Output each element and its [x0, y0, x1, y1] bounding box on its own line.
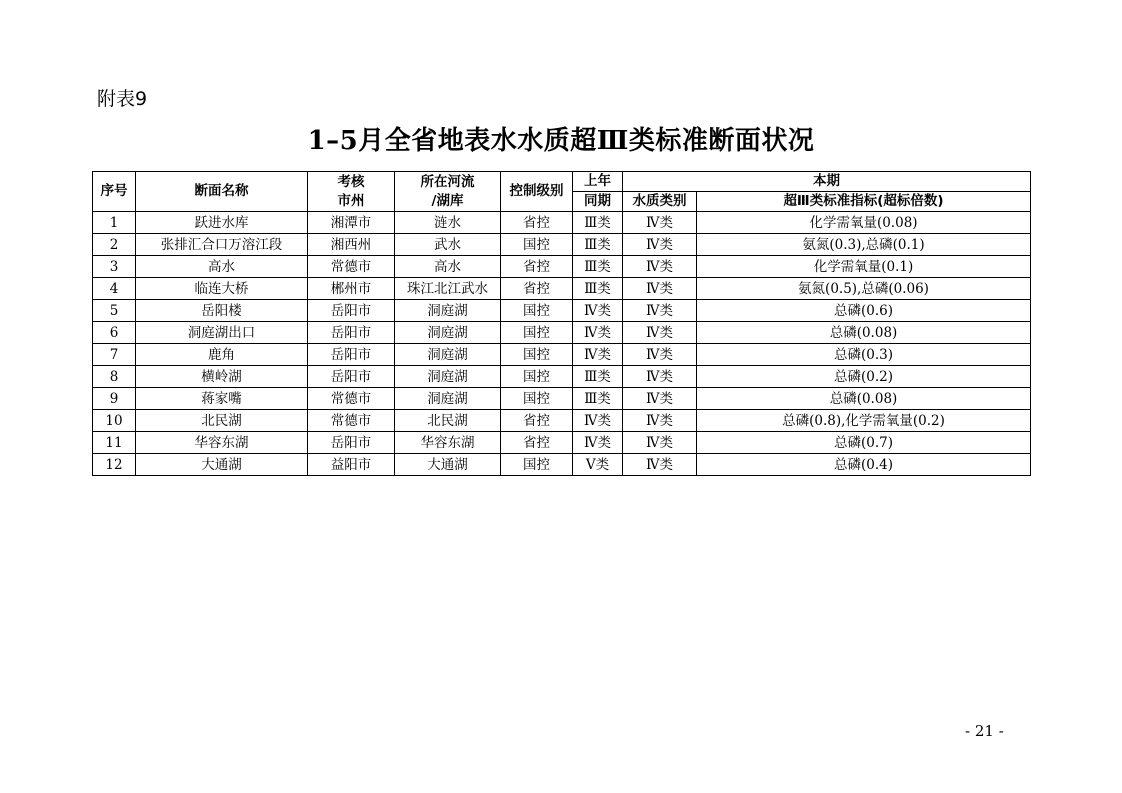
header-last-year-line1: 上年: [573, 172, 623, 192]
cell-city: 益阳市: [308, 454, 395, 476]
cell-river: 洞庭湖: [395, 322, 501, 344]
header-city-line2: 市州: [337, 192, 365, 209]
cell-indicators: 化学需氧量(0.1): [697, 256, 1031, 278]
cell-quality: Ⅳ类: [623, 454, 697, 476]
cell-indicators: 总磷(0.8),化学需氧量(0.2): [697, 410, 1031, 432]
cell-indicators: 总磷(0.2): [697, 366, 1031, 388]
cell-city: 岳阳市: [308, 300, 395, 322]
cell-last-year: Ⅳ类: [573, 322, 623, 344]
section-table: [92, 171, 1031, 476]
header-indicators: 超Ⅲ类标准指标(超标倍数): [697, 192, 1031, 212]
page-number: - 21 -: [965, 722, 1004, 740]
cell-city: 郴州市: [308, 278, 395, 300]
cell-quality: Ⅳ类: [623, 256, 697, 278]
cell-last-year: Ⅲ类: [573, 388, 623, 410]
cell-control: 省控: [501, 432, 573, 454]
table-row: [93, 234, 1031, 256]
cell-no: 6: [93, 322, 136, 344]
cell-indicators: 总磷(0.6): [697, 300, 1031, 322]
cell-city: 岳阳市: [308, 432, 395, 454]
cell-control: 省控: [501, 278, 573, 300]
cell-indicators: 总磷(0.08): [697, 322, 1031, 344]
cell-quality: Ⅳ类: [623, 322, 697, 344]
cell-quality: Ⅳ类: [623, 234, 697, 256]
cell-last-year: Ⅳ类: [573, 432, 623, 454]
cell-last-year: Ⅲ类: [573, 234, 623, 256]
cell-indicators: 总磷(0.08): [697, 388, 1031, 410]
header-section-name: 断面名称: [136, 172, 308, 212]
cell-river: 武水: [395, 234, 501, 256]
document-title: 1–5月全省地表水水质超Ⅲ类标准断面状况: [307, 126, 815, 156]
header-river-line2: /湖库: [431, 192, 464, 209]
cell-river: 洞庭湖: [395, 388, 501, 410]
cell-no: 11: [93, 432, 136, 454]
cell-city: 常德市: [308, 256, 395, 278]
cell-no: 10: [93, 410, 136, 432]
cell-city: 岳阳市: [308, 344, 395, 366]
cell-quality: Ⅳ类: [623, 410, 697, 432]
table-row: [93, 410, 1031, 432]
cell-control: 国控: [501, 388, 573, 410]
cell-river: 北民湖: [395, 410, 501, 432]
cell-last-year: Ⅴ类: [573, 454, 623, 476]
cell-section-name: 华容东湖: [136, 432, 308, 454]
cell-no: 5: [93, 300, 136, 322]
header-quality: 水质类别: [623, 192, 697, 212]
header-control: 控制级别: [501, 172, 573, 212]
cell-last-year: Ⅳ类: [573, 300, 623, 322]
cell-no: 1: [93, 212, 136, 234]
cell-no: 2: [93, 234, 136, 256]
cell-quality: Ⅳ类: [623, 300, 697, 322]
table-row: [93, 256, 1031, 278]
cell-city: 常德市: [308, 388, 395, 410]
cell-river: 洞庭湖: [395, 344, 501, 366]
cell-river: 涟水: [395, 212, 501, 234]
cell-quality: Ⅳ类: [623, 278, 697, 300]
cell-section-name: 岳阳楼: [136, 300, 308, 322]
cell-city: 岳阳市: [308, 366, 395, 388]
table-row: [93, 388, 1031, 410]
header-river: [395, 172, 501, 212]
cell-last-year: Ⅲ类: [573, 212, 623, 234]
cell-section-name: 大通湖: [136, 454, 308, 476]
table-row: [93, 212, 1031, 234]
cell-quality: Ⅳ类: [623, 366, 697, 388]
cell-section-name: 蒋家嘴: [136, 388, 308, 410]
cell-control: 国控: [501, 300, 573, 322]
header-city-line1: 考核: [337, 173, 365, 190]
header-city: [308, 172, 395, 212]
cell-city: 湘西州: [308, 234, 395, 256]
cell-no: 12: [93, 454, 136, 476]
table-row: [93, 278, 1031, 300]
table-row: [93, 432, 1031, 454]
cell-control: 省控: [501, 256, 573, 278]
cell-indicators: 氨氮(0.3),总磷(0.1): [697, 234, 1031, 256]
cell-indicators: 总磷(0.4): [697, 454, 1031, 476]
header-river-line1: 所在河流: [420, 173, 475, 190]
cell-no: 4: [93, 278, 136, 300]
cell-city: 常德市: [308, 410, 395, 432]
annex-label: 附表9: [97, 88, 148, 110]
cell-no: 3: [93, 256, 136, 278]
cell-city: 湘潭市: [308, 212, 395, 234]
table-row: [93, 344, 1031, 366]
cell-last-year: Ⅳ类: [573, 344, 623, 366]
cell-section-name: 洞庭湖出口: [136, 322, 308, 344]
cell-indicators: 氨氮(0.5),总磷(0.06): [697, 278, 1031, 300]
cell-section-name: 临连大桥: [136, 278, 308, 300]
cell-control: 国控: [501, 344, 573, 366]
header-last-year-line2: 同期: [573, 192, 623, 212]
cell-last-year: Ⅲ类: [573, 278, 623, 300]
cell-quality: Ⅳ类: [623, 432, 697, 454]
table-row: [93, 366, 1031, 388]
cell-quality: Ⅳ类: [623, 212, 697, 234]
cell-last-year: Ⅳ类: [573, 410, 623, 432]
cell-section-name: 鹿角: [136, 344, 308, 366]
cell-no: 8: [93, 366, 136, 388]
cell-river: 洞庭湖: [395, 366, 501, 388]
cell-river: 华容东湖: [395, 432, 501, 454]
cell-quality: Ⅳ类: [623, 388, 697, 410]
cell-river: 大通湖: [395, 454, 501, 476]
cell-no: 9: [93, 388, 136, 410]
cell-control: 国控: [501, 366, 573, 388]
cell-city: 岳阳市: [308, 322, 395, 344]
cell-control: 国控: [501, 234, 573, 256]
table-row: [93, 322, 1031, 344]
header-current: 本期: [623, 172, 1031, 192]
cell-river: 珠江北江武水: [395, 278, 501, 300]
cell-control: 国控: [501, 322, 573, 344]
cell-last-year: Ⅲ类: [573, 256, 623, 278]
header-no: 序号: [93, 172, 136, 212]
cell-river: 洞庭湖: [395, 300, 501, 322]
cell-control: 省控: [501, 212, 573, 234]
cell-section-name: 高水: [136, 256, 308, 278]
cell-control: 国控: [501, 454, 573, 476]
cell-control: 省控: [501, 410, 573, 432]
cell-river: 高水: [395, 256, 501, 278]
cell-quality: Ⅳ类: [623, 344, 697, 366]
table-row: [93, 300, 1031, 322]
cell-no: 7: [93, 344, 136, 366]
cell-indicators: 总磷(0.3): [697, 344, 1031, 366]
cell-indicators: 总磷(0.7): [697, 432, 1031, 454]
cell-last-year: Ⅲ类: [573, 366, 623, 388]
table-row: [93, 454, 1031, 476]
cell-section-name: 张排汇合口万溶江段: [136, 234, 308, 256]
cell-section-name: 北民湖: [136, 410, 308, 432]
cell-section-name: 横岭湖: [136, 366, 308, 388]
cell-section-name: 跃进水库: [136, 212, 308, 234]
cell-indicators: 化学需氧量(0.08): [697, 212, 1031, 234]
